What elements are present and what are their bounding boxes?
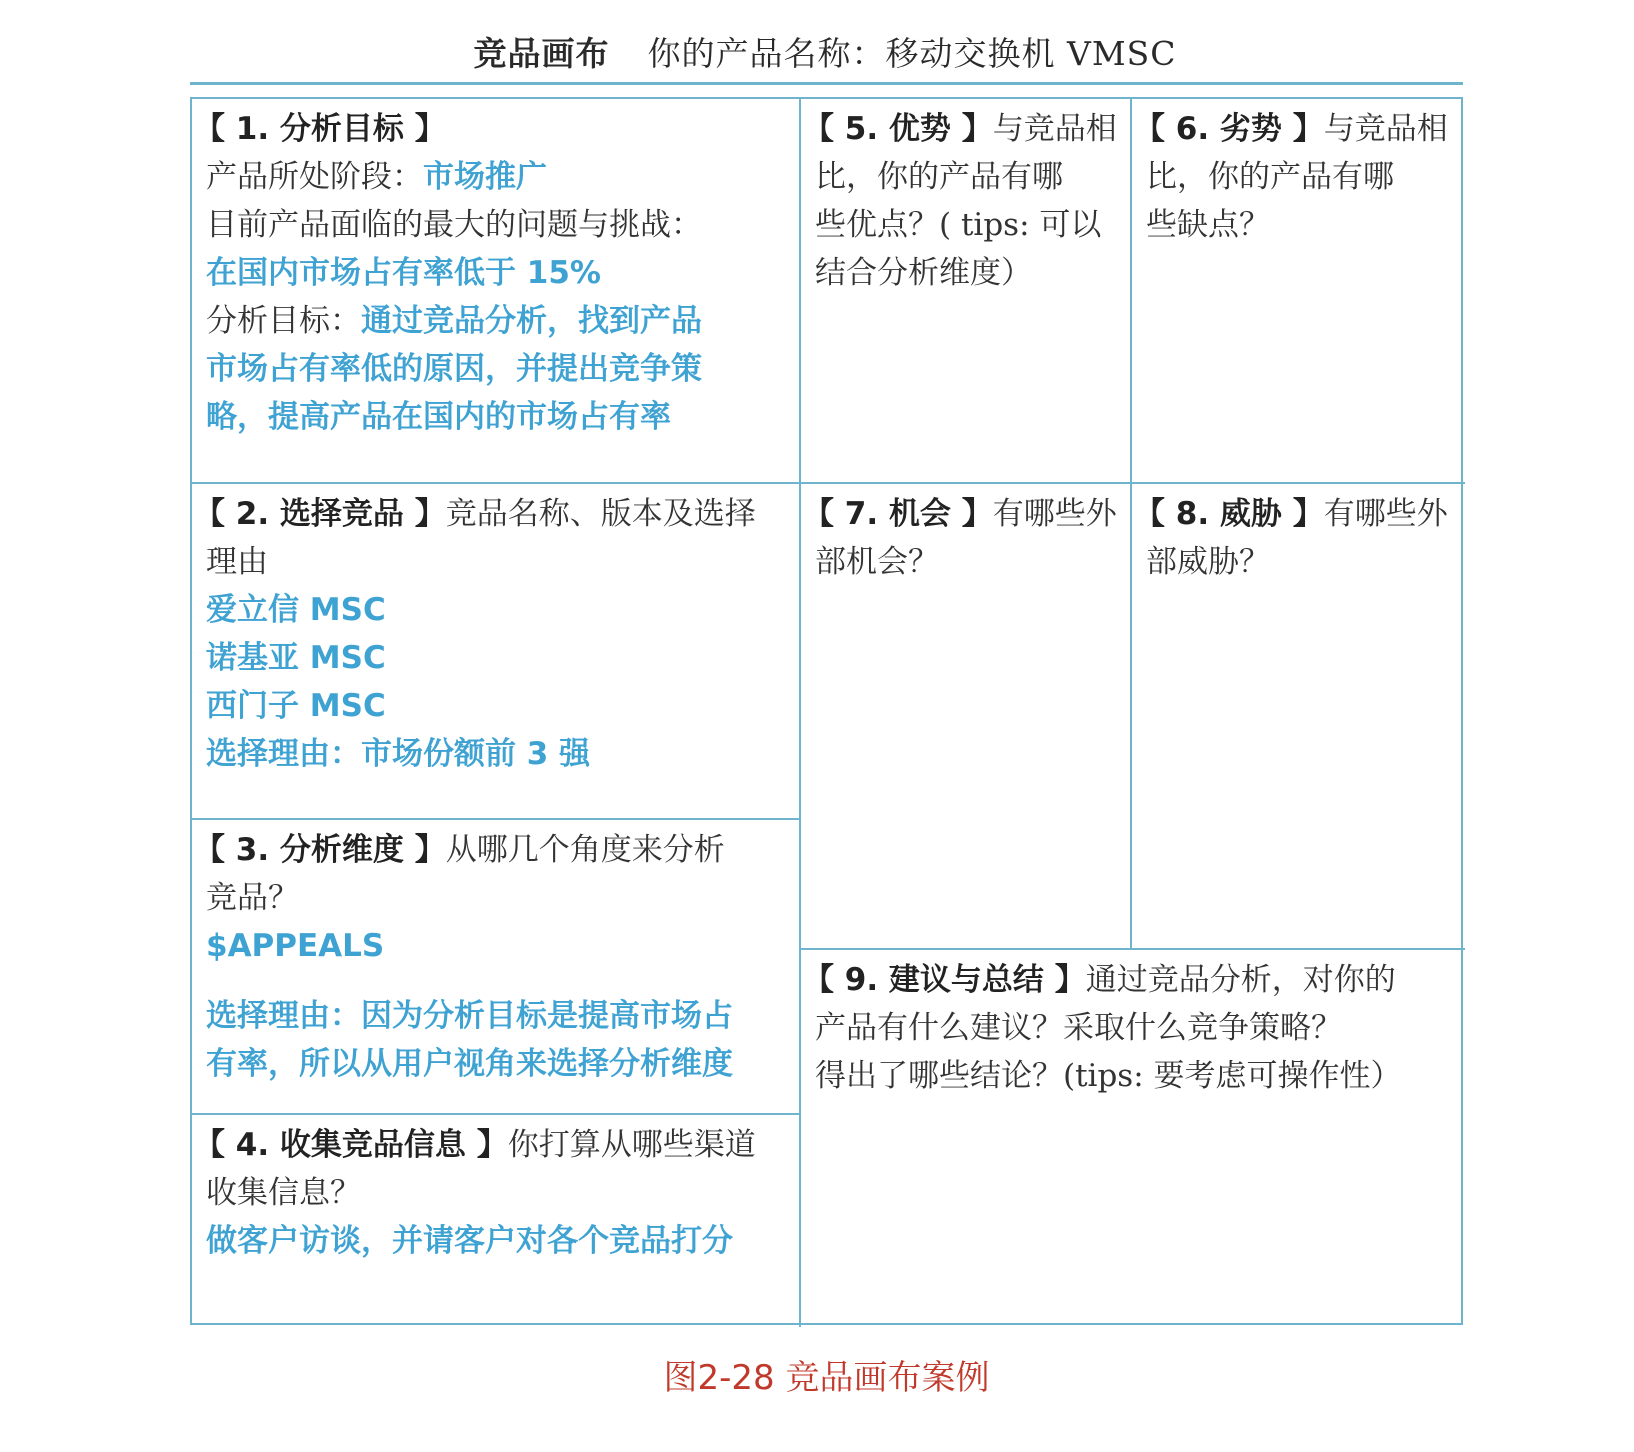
dimension-question: 竞品？ (206, 880, 299, 916)
dimension-reason: 选择理由：因为分析目标是提高市场占 (206, 998, 733, 1034)
select-question: 理由 (206, 544, 268, 580)
competitor-item: 西门子 MSC (206, 688, 386, 724)
summary-question: 产品有什么建议？采取什么竞争策略？ (815, 1010, 1342, 1046)
dimension-question: 从哪几个角度来分析 (445, 832, 725, 868)
cell-analysis-dimension (192, 820, 801, 1115)
cell-heading: 【 8. 威胁 】 (1134, 496, 1324, 532)
figure-caption: 图2-28 竞品画布案例 (663, 1358, 990, 1398)
weakness-question: 比，你的产品有哪 (1146, 159, 1394, 195)
cell-opportunity (801, 484, 1132, 950)
dimension-reason: 有率，所以从用户视角来选择分析维度 (206, 1046, 733, 1082)
collect-question: 你打算从哪些渠道 (507, 1127, 756, 1163)
cell-heading: 【 6. 劣势 】 (1134, 111, 1324, 147)
challenge-value: 在国内市场占有率低于 15% (206, 255, 601, 291)
dimension-value: $APPEALS (206, 928, 385, 964)
cell-heading: 【 1. 分析目标 】 (194, 111, 446, 147)
select-question: 竞品名称、版本及选择 (445, 496, 756, 532)
select-reason: 选择理由：市场份额前 3 强 (206, 736, 591, 772)
cell-heading: 【 9. 建议与总结 】 (803, 962, 1086, 998)
cell-heading: 【 3. 分析维度 】 (194, 832, 446, 868)
strength-question: 些优点？( tips: 可以 (815, 207, 1102, 243)
collect-question: 收集信息？ (206, 1175, 361, 1211)
competitor-canvas (190, 97, 1463, 1325)
strength-question: 与竞品相 (992, 111, 1117, 147)
cell-summary (801, 950, 1465, 1327)
strength-question: 比，你的产品有哪 (815, 159, 1063, 195)
canvas-label: 竞品画布 (473, 34, 610, 73)
title-rule (190, 82, 1463, 85)
cell-analysis-goal (192, 99, 801, 484)
competitor-item: 爱立信 MSC (206, 592, 386, 628)
cell-heading: 【 7. 机会 】 (803, 496, 993, 532)
opportunity-question: 有哪些外 (992, 496, 1117, 532)
product-name: 你的产品名称：移动交换机 VMSC (647, 34, 1177, 73)
summary-question: 得出了哪些结论？(tips: 要考虑可操作性） (815, 1058, 1402, 1094)
stage-value: 市场推广 (423, 159, 547, 195)
goal-label: 分析目标： (206, 303, 361, 339)
cell-weakness (1132, 99, 1465, 484)
competitor-item: 诺基亚 MSC (206, 640, 386, 676)
threat-question: 部威胁？ (1146, 544, 1270, 580)
weakness-question: 些缺点？ (1146, 207, 1270, 243)
threat-question: 有哪些外 (1323, 496, 1448, 532)
goal-value: 略，提高产品在国内的市场占有率 (206, 399, 671, 435)
cell-strength (801, 99, 1132, 484)
challenge-label: 目前产品面临的最大的问题与挑战： (206, 207, 702, 243)
cell-heading: 【 4. 收集竞品信息 】 (194, 1127, 508, 1163)
stage-label: 产品所处阶段： (206, 159, 423, 195)
collect-value: 做客户访谈，并请客户对各个竞品打分 (206, 1223, 733, 1259)
goal-value: 市场占有率低的原因，并提出竞争策 (206, 351, 702, 387)
cell-threat (1132, 484, 1465, 950)
summary-question: 通过竞品分析，对你的 (1085, 962, 1396, 998)
cell-select-competitors (192, 484, 801, 820)
opportunity-question: 部机会？ (815, 544, 939, 580)
cell-heading: 【 5. 优势 】 (803, 111, 993, 147)
cell-heading: 【 2. 选择竞品 】 (194, 496, 446, 532)
strength-question: 结合分析维度） (815, 255, 1032, 291)
page-title (190, 28, 1460, 80)
cell-collect-info (192, 1115, 801, 1327)
goal-value: 通过竞品分析，找到产品 (361, 303, 702, 339)
weakness-question: 与竞品相 (1323, 111, 1448, 147)
